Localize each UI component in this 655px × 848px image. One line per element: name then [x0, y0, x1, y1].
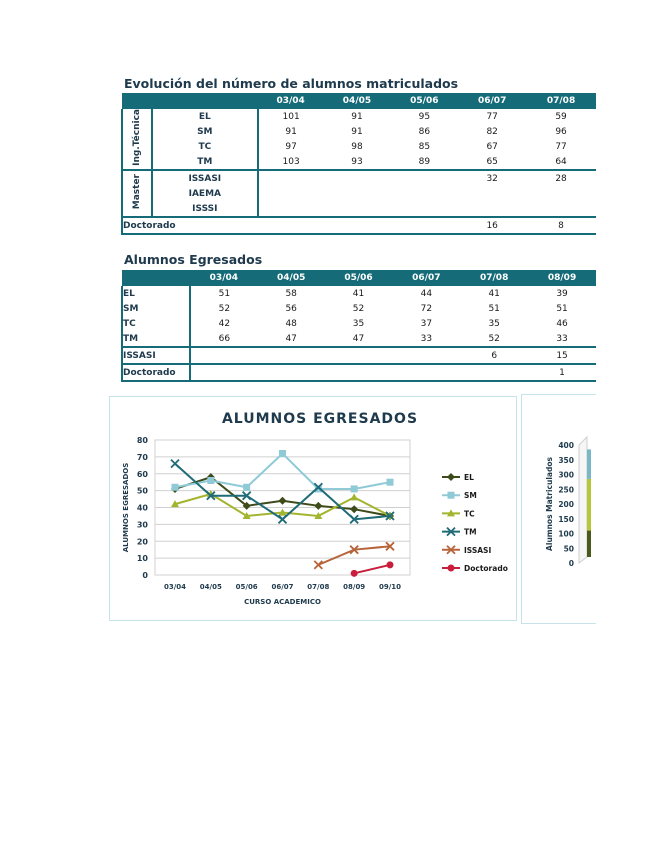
value-cell: [190, 364, 258, 381]
table-row: [122, 286, 596, 301]
value-cell: [258, 217, 324, 234]
row-label: ISSASI: [122, 347, 190, 364]
value-cell: 46: [556, 318, 568, 329]
value-cell: [325, 347, 393, 364]
y-tick-label: 70: [136, 452, 148, 462]
y-tick-label: 40: [136, 503, 148, 513]
egresados-header-row: [122, 270, 596, 286]
data-point: [314, 502, 322, 510]
year-header: 04/05: [324, 93, 391, 109]
value-cell: [526, 201, 596, 217]
data-point: [172, 484, 179, 491]
row-label: EL: [152, 109, 258, 124]
axis-wall: [579, 437, 587, 563]
row-label: ISSASI: [152, 170, 258, 186]
value-cell: 86: [418, 126, 431, 137]
row-label: Doctorado: [122, 217, 258, 234]
value-cell: [258, 364, 325, 381]
y-tick-label: 400: [558, 441, 574, 450]
egresados-chart: [109, 396, 517, 621]
legend-label: EL: [464, 473, 474, 482]
legend-marker: [448, 492, 455, 499]
table-row: [122, 139, 596, 154]
data-point: [351, 570, 358, 577]
value-cell: 1: [528, 364, 596, 381]
series-line-sm: [175, 454, 390, 489]
doctorado-row: [122, 364, 596, 381]
year-header: 06/07: [392, 270, 460, 286]
y-tick-label: 200: [558, 500, 574, 509]
year-header: 05/06: [390, 93, 458, 109]
value-cell: [390, 201, 458, 217]
value-cell: 52: [218, 303, 231, 314]
egresados-table: [121, 270, 596, 382]
y-tick-label: 100: [558, 529, 574, 539]
value-cell: 101: [282, 111, 300, 122]
bar-segment: [587, 531, 591, 557]
value-cell: 42: [218, 318, 231, 329]
row-label: SM: [122, 301, 190, 316]
y-tick-label: 80: [136, 436, 148, 445]
y-tick-label: 250: [558, 485, 574, 495]
y-tick-label: 50: [563, 544, 574, 554]
value-cell: [458, 186, 526, 201]
value-cell: [392, 347, 460, 364]
value-cell: 44: [420, 288, 433, 299]
value-cell: 95: [418, 111, 431, 122]
value-cell: 8: [526, 217, 596, 234]
row-label: EL: [122, 286, 190, 301]
value-cell: 35: [488, 318, 500, 329]
y-tick-label: 150: [558, 514, 574, 524]
value-cell: 52: [352, 303, 365, 314]
value-cell: 91: [351, 126, 363, 137]
value-cell: [324, 201, 391, 217]
value-cell: 41: [352, 288, 365, 299]
value-cell: [324, 217, 391, 234]
y-tick-label: 20: [136, 537, 148, 547]
data-point: [279, 497, 287, 505]
y-tick-label: 50: [136, 486, 148, 496]
row-label: TM: [152, 154, 258, 170]
value-cell: [190, 347, 258, 364]
value-cell: [460, 364, 528, 381]
value-cell: [258, 347, 325, 364]
table-row: [122, 331, 596, 347]
value-cell: 39: [556, 288, 568, 299]
value-cell: 33: [528, 331, 596, 347]
table-row: [122, 170, 596, 186]
value-cell: 93: [324, 154, 391, 170]
x-tick-label: 08/09: [343, 583, 366, 591]
value-cell: 77: [555, 141, 567, 152]
matriculados-title: Evolución del número de alumnos matriculados: [124, 76, 459, 91]
table-row: [122, 124, 596, 139]
value-cell: [325, 364, 393, 381]
table-row: [122, 301, 596, 316]
y-tick-label: 0: [142, 571, 148, 580]
value-cell: 48: [285, 318, 297, 329]
year-header: 04/05: [258, 270, 325, 286]
value-cell: [324, 186, 391, 201]
value-cell: 91: [351, 111, 363, 122]
value-cell: 77: [486, 111, 498, 122]
bar-segment: [587, 479, 591, 531]
value-cell: 51: [218, 288, 231, 299]
legend-marker: [447, 473, 455, 481]
year-header: 06/07: [458, 93, 526, 109]
value-cell: 97: [285, 141, 297, 152]
matriculados-header-row: [122, 93, 596, 109]
group-label-cell: [122, 170, 152, 217]
legend-label: TC: [464, 509, 475, 519]
data-point: [171, 460, 179, 468]
y-axis-label: Alumnos Matriculados: [545, 457, 554, 551]
table-row: [122, 186, 596, 201]
row-label: IAEMA: [152, 186, 258, 201]
data-point: [387, 561, 394, 568]
legend-marker: [448, 565, 455, 572]
value-cell: 56: [285, 303, 297, 314]
legend-label: ISSASI: [464, 545, 492, 555]
matriculados-table: [121, 93, 596, 235]
data-point: [387, 479, 394, 486]
y-axis-label: ALUMNOS EGRESADOS: [122, 462, 130, 553]
value-cell: 66: [190, 331, 258, 347]
x-tick-label: 04/05: [199, 583, 222, 591]
value-cell: 64: [526, 154, 596, 170]
chart-title: ALUMNOS EGRESADOS: [221, 411, 419, 427]
value-cell: [458, 201, 526, 217]
y-tick-label: 350: [558, 455, 574, 465]
value-cell: 28: [555, 173, 567, 184]
year-header: 08/09: [528, 270, 596, 286]
x-tick-label: 07/08: [307, 583, 330, 591]
value-cell: 89: [390, 154, 458, 170]
year-header: 03/04: [258, 93, 324, 109]
data-point: [243, 484, 250, 491]
x-tick-label: 06/07: [271, 583, 294, 591]
group-label-cell: [122, 109, 152, 170]
year-header: 03/04: [190, 270, 258, 286]
value-cell: [390, 186, 458, 201]
value-cell: 51: [556, 303, 568, 314]
value-cell: 58: [285, 288, 297, 299]
y-tick-label: 300: [558, 470, 574, 480]
series-line-doctorado: [354, 565, 390, 573]
x-axis-label: CURSO ACADEMICO: [244, 598, 321, 606]
data-point: [351, 485, 358, 492]
legend-label: Doctorado: [464, 564, 508, 573]
data-point: [314, 561, 322, 569]
year-header: 07/08: [460, 270, 528, 286]
value-cell: 52: [460, 331, 528, 347]
data-point: [350, 505, 358, 513]
row-label: TM: [122, 331, 190, 347]
row-label: ISSSI: [152, 201, 258, 217]
value-cell: 96: [555, 126, 567, 137]
value-cell: 51: [488, 303, 500, 314]
value-cell: 85: [418, 141, 431, 152]
value-cell: 32: [486, 173, 498, 184]
value-cell: 33: [392, 331, 460, 347]
row-label: TC: [152, 139, 258, 154]
x-tick-label: 09/10: [378, 583, 402, 591]
value-cell: 41: [488, 288, 500, 299]
header-blank: [122, 93, 258, 109]
value-cell: [392, 364, 460, 381]
value-cell: [390, 170, 458, 186]
y-tick-label: 60: [136, 469, 148, 479]
value-cell: [258, 201, 324, 217]
egresados-line-chart: [110, 397, 516, 620]
x-tick-label: 05/06: [235, 583, 258, 591]
data-point: [279, 515, 287, 523]
table-row: [122, 316, 596, 331]
bar-segment: [587, 449, 591, 479]
year-header: 07/08: [526, 93, 596, 109]
row-label: TC: [122, 316, 190, 331]
data-point: [207, 477, 214, 484]
y-tick-label: 10: [136, 554, 148, 564]
legend-label: SM: [464, 491, 477, 501]
group-label: Ing.Técnica: [131, 109, 142, 166]
doctorado-row: [122, 217, 596, 234]
value-cell: 47: [325, 331, 393, 347]
value-cell: [526, 186, 596, 201]
data-point: [279, 450, 286, 457]
header-blank: [122, 270, 190, 286]
value-cell: 15: [528, 347, 596, 364]
value-cell: [258, 170, 324, 186]
value-cell: 82: [486, 126, 498, 137]
value-cell: [390, 217, 458, 234]
row-label: SM: [152, 124, 258, 139]
value-cell: 67: [486, 141, 498, 152]
egresados-title: Alumnos Egresados: [124, 252, 263, 267]
value-cell: 72: [420, 303, 433, 314]
value-cell: 6: [460, 347, 528, 364]
table-row: [122, 201, 596, 217]
value-cell: 59: [555, 111, 567, 122]
value-cell: [324, 170, 391, 186]
year-header: 05/06: [325, 270, 393, 286]
table-row: [122, 109, 596, 124]
y-tick-label: 30: [136, 520, 148, 530]
value-cell: [258, 186, 324, 201]
group-label: Master: [131, 174, 142, 210]
value-cell: 98: [351, 141, 363, 152]
value-cell: 65: [458, 154, 526, 170]
table-row: [122, 154, 596, 170]
x-tick-label: 03/04: [163, 583, 187, 591]
value-cell: 37: [420, 318, 433, 329]
value-cell: 47: [258, 331, 325, 347]
page-edge-mask: [596, 0, 655, 848]
y-tick-label: 0: [568, 559, 574, 568]
value-cell: 103: [258, 154, 324, 170]
legend-label: TM: [464, 527, 477, 537]
value-cell: 35: [352, 318, 365, 329]
value-cell: 91: [285, 126, 297, 137]
data-point: [350, 493, 358, 500]
value-cell: 16: [458, 217, 526, 234]
row-label: Doctorado: [122, 364, 190, 381]
issasi-row: [122, 347, 596, 364]
